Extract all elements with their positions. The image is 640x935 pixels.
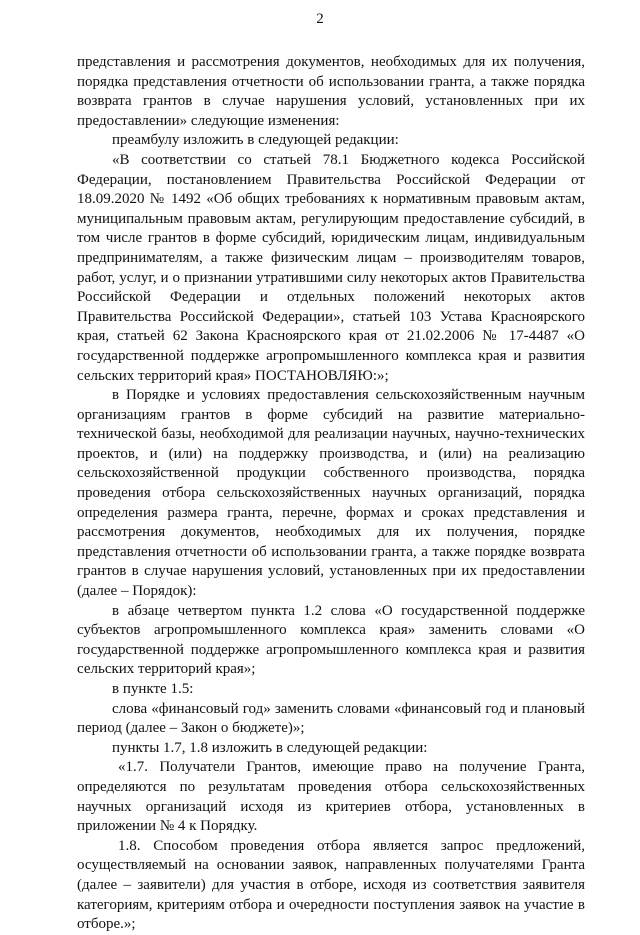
- paragraph-item-1-7: «1.7. Получатели Грантов, имеющие право на получение Гранта, определяются по результатам проведения отбора сельскохозяйственных научных организаций исходя из критериев отбора, установленных в приложении № 4 к Порядку.: [77, 759, 585, 835]
- paragraph-preamble-text: «В соответствии со статьей 78.1 Бюджетного кодекса Российской Федерации, постановлением Правительства Российской Федерации от 18.09.2020 № 1492 «Об общих требованиях к нормативным правовым актам, муниципальным правовым актам, регулирующим предоставление субсидий, в том числе грантов в форме субсидий, юридическим лицам, индивидуальным предпринимателям, а также физическим лицам – производителям товаров, работ, услуг, и о признании утратившими силу некоторых актов Правительства Российской Федерации и отдельных положений некоторых актов Правительства Российской Федерации», статьей 103 Устава Красноярского края, статьей 62 Закона Красноярского края от 21.02.2006 № 17-4487 «О государственной поддержке агропромышленного комплекса края и развития сельских территорий края» ПОСТАНОВЛЯЮ:»;: [77, 151, 585, 384]
- paragraph-item-1-5: в пункте 1.5:: [112, 681, 194, 697]
- document-body: [77, 53, 585, 935]
- paragraph-procedure-title: в Порядке и условиях предоставления сельскохозяйственным научным организациям грантов в форме субсидий на развитие материально-технической базы, необходимой для реализации научных, научно-технических проектов, и (или) на поддержку производства, и (или) на реализацию сельскохозяйственной продукции собственного производства, порядка проведения отбора сельскохозяйственных научных организаций, порядка определения размера гранта, перечне, формах и сроках представления и рассмотрения документов, необходимых для их получения, порядке представления отчетности об использовании гранта, а также порядке возврата грантов в случае нарушения условий, установленных при их предоставлении (далее – Порядок):: [77, 387, 585, 600]
- paragraph-preamble-instruction: преамбулу изложить в следующей редакции:: [112, 132, 399, 149]
- page-number: 2: [316, 11, 324, 27]
- paragraph-items-1-7-1-8: пункты 1.7, 1.8 изложить в следующей редакции:: [112, 739, 428, 756]
- paragraph-item-1-2: в абзаце четвертом пункта 1.2 слова «О государственной поддержке субъектов агропромышленного комплекса края» заменить словами «О государственной поддержке агропромышленного комплекса края и развития сельских территорий края»;: [77, 602, 585, 678]
- paragraph-financial-year: слова «финансовый год» заменить словами «финансовый год и плановый период (далее – Закон о бюджете)»;: [77, 700, 585, 737]
- paragraph-intro-continuation: представления и рассмотрения документов, необходимых для их получения, порядка представления отчетности об использовании гранта, а также порядка возврата грантов в случае нарушения условий, установленных при их предоставлении» следующие изменения:: [77, 54, 585, 129]
- paragraph-item-1-8: 1.8. Способом проведения отбора является запрос предложений, осуществляемый на основании заявок, направленных получателями Гранта (далее – заявители) для участия в отборе, исходя из соответствия заявителя категориям, критериям отбора и очередности поступления заявок на участие в отборе.»;: [77, 837, 585, 933]
